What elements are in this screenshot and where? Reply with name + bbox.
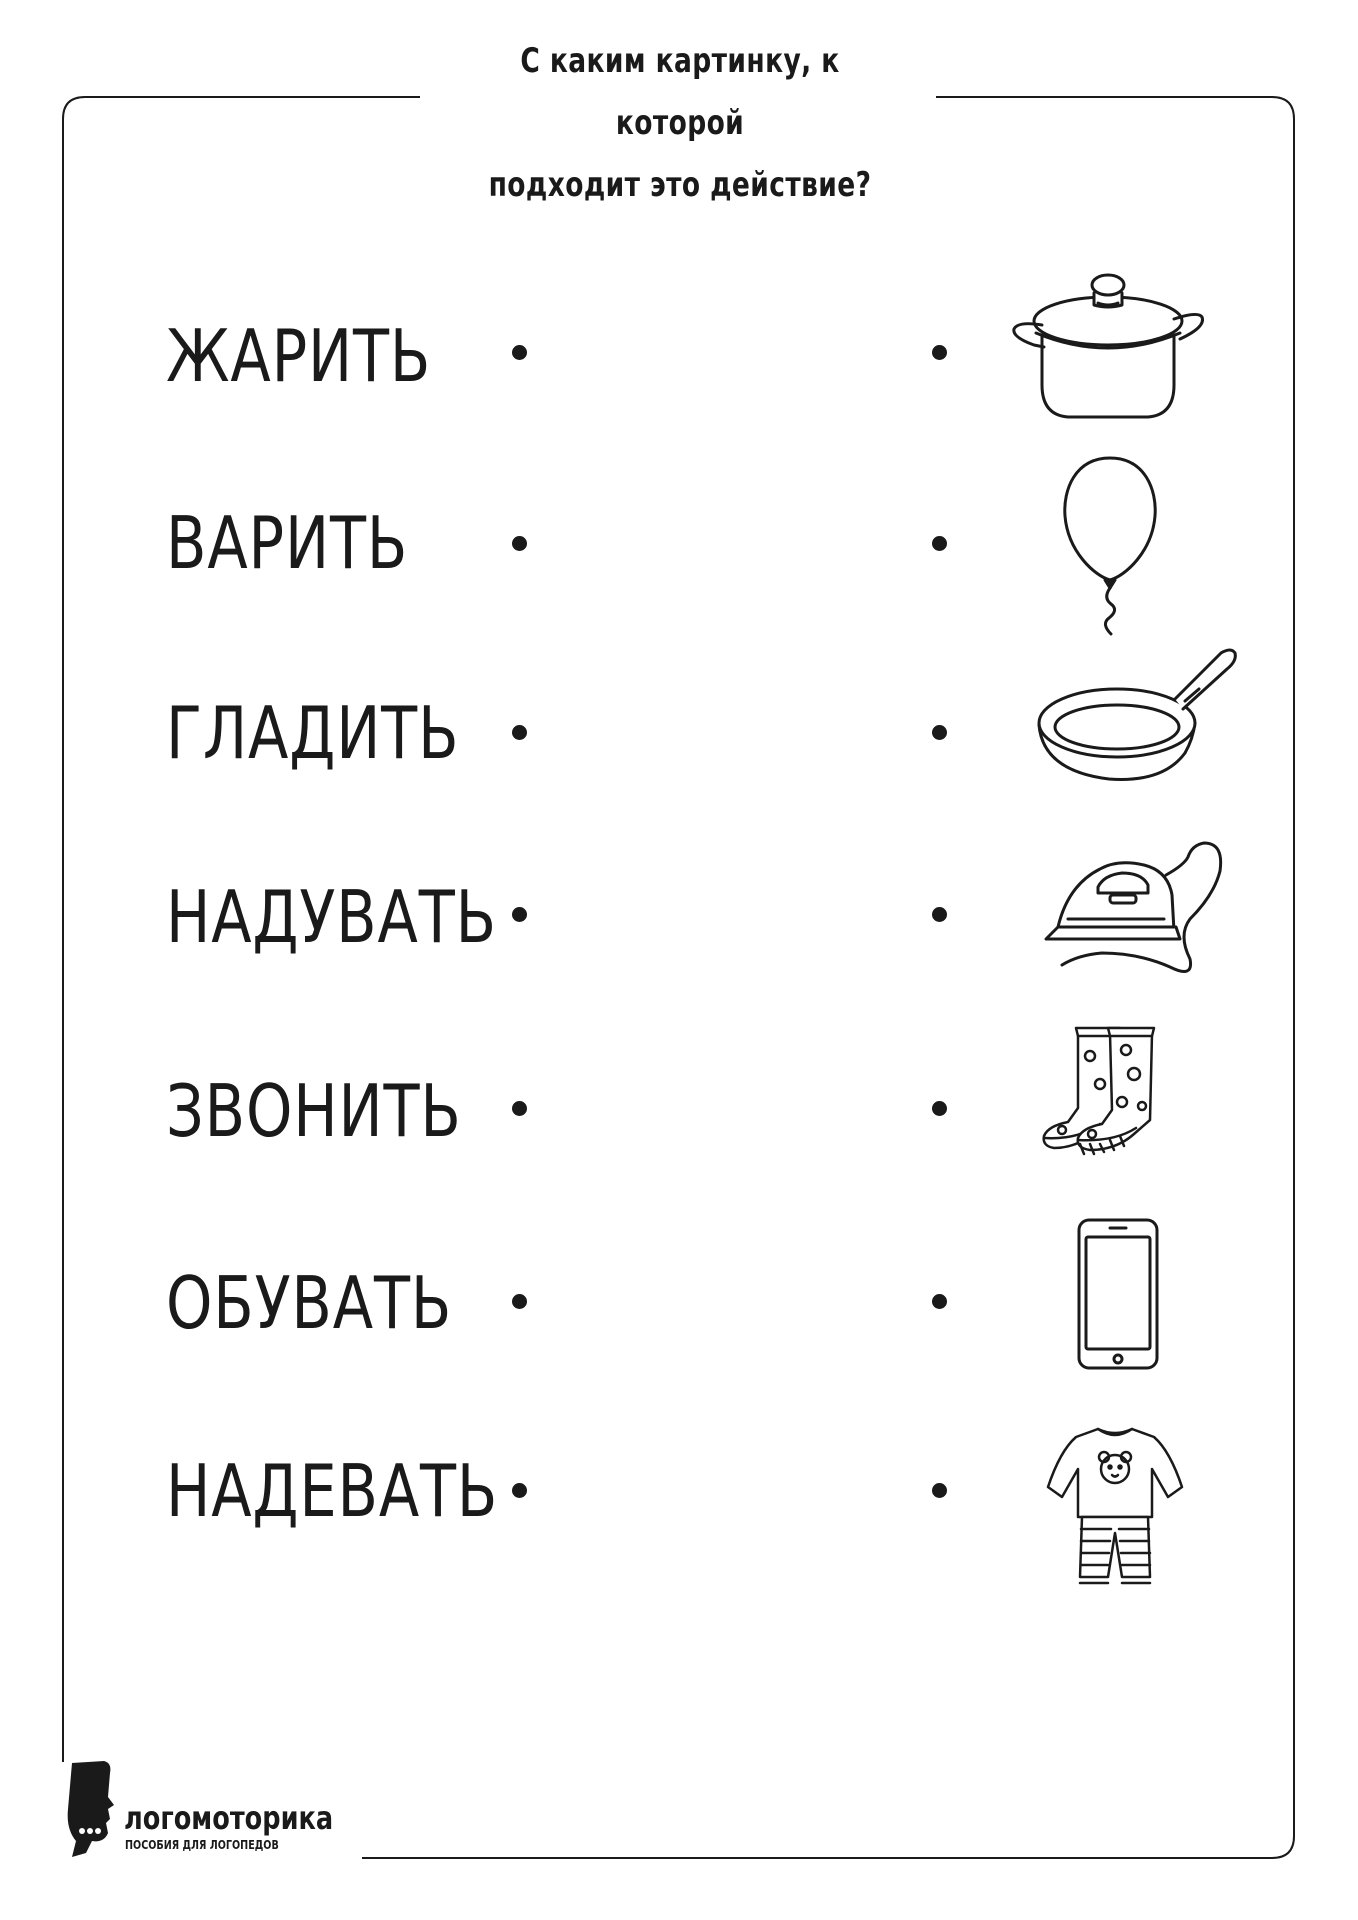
word-inflate: НАДУВАТЬ	[166, 875, 497, 959]
pajamas-icon	[1046, 1421, 1184, 1591]
logo-subtitle: ПОСОБИЯ ДЛЯ ЛОГОПЕДОВ	[125, 1838, 279, 1852]
balloon-icon	[1055, 452, 1165, 638]
word-boil: ВАРИТЬ	[166, 501, 409, 585]
instruction-line-2: подходит это действие?	[488, 165, 872, 205]
picture-dot[interactable]	[932, 907, 947, 922]
picture-dot[interactable]	[932, 345, 947, 360]
instruction-line-1: С каким картинку, к которой	[520, 41, 840, 143]
word-fry: ЖАРИТЬ	[166, 314, 432, 398]
logo-head-icon	[64, 1757, 114, 1861]
word-dot[interactable]	[512, 1483, 527, 1498]
word-dot[interactable]	[512, 907, 527, 922]
iron-icon	[1038, 835, 1228, 983]
word-dot[interactable]	[512, 345, 527, 360]
word-put-on-shoes: ОБУВАТЬ	[166, 1261, 453, 1345]
picture-dot[interactable]	[932, 1294, 947, 1309]
word-dot[interactable]	[512, 1101, 527, 1116]
word-iron: ГЛАДИТЬ	[166, 691, 460, 775]
instruction-title	[420, 30, 940, 216]
word-call: ЗВОНИТЬ	[166, 1069, 462, 1153]
saucepan-icon	[1008, 255, 1208, 425]
picture-dot[interactable]	[932, 536, 947, 551]
picture-dot[interactable]	[932, 725, 947, 740]
word-dot[interactable]	[512, 536, 527, 551]
rubber-boots-icon	[1038, 1022, 1170, 1158]
picture-dot[interactable]	[932, 1483, 947, 1498]
word-put-on-clothes: НАДЕВАТЬ	[166, 1449, 499, 1533]
picture-dot[interactable]	[932, 1101, 947, 1116]
word-dot[interactable]	[512, 1294, 527, 1309]
word-dot[interactable]	[512, 725, 527, 740]
frying-pan-icon	[1035, 643, 1240, 785]
logo-name: логомоторика	[124, 1799, 334, 1837]
smartphone-icon	[1076, 1217, 1160, 1371]
